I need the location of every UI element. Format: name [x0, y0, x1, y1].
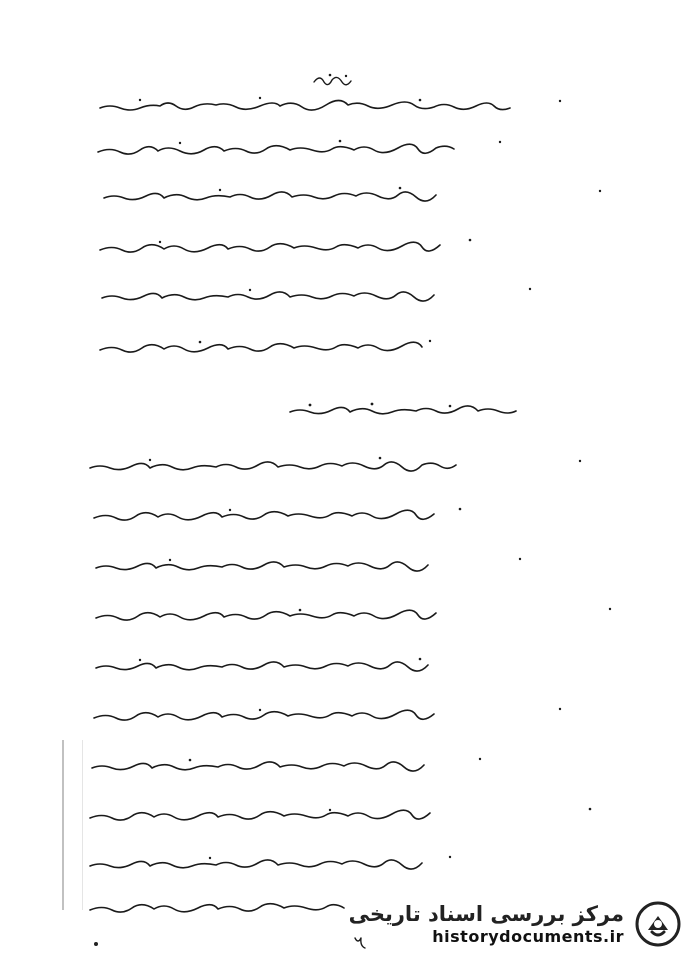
watermark [348, 893, 682, 955]
watermark-text [349, 903, 624, 946]
diacritic-dots [139, 97, 611, 859]
paragraph-2 [90, 462, 456, 912]
paragraph-1 [98, 101, 516, 414]
scan-artifact [62, 740, 83, 910]
page-dot-mark [90, 935, 110, 953]
archive-logo-icon [634, 900, 682, 948]
watermark-title: مرکز بررسی اسناد تاریخی [348, 901, 624, 926]
watermark-url: historydocuments.ir [432, 926, 624, 946]
header-mark [314, 74, 351, 85]
